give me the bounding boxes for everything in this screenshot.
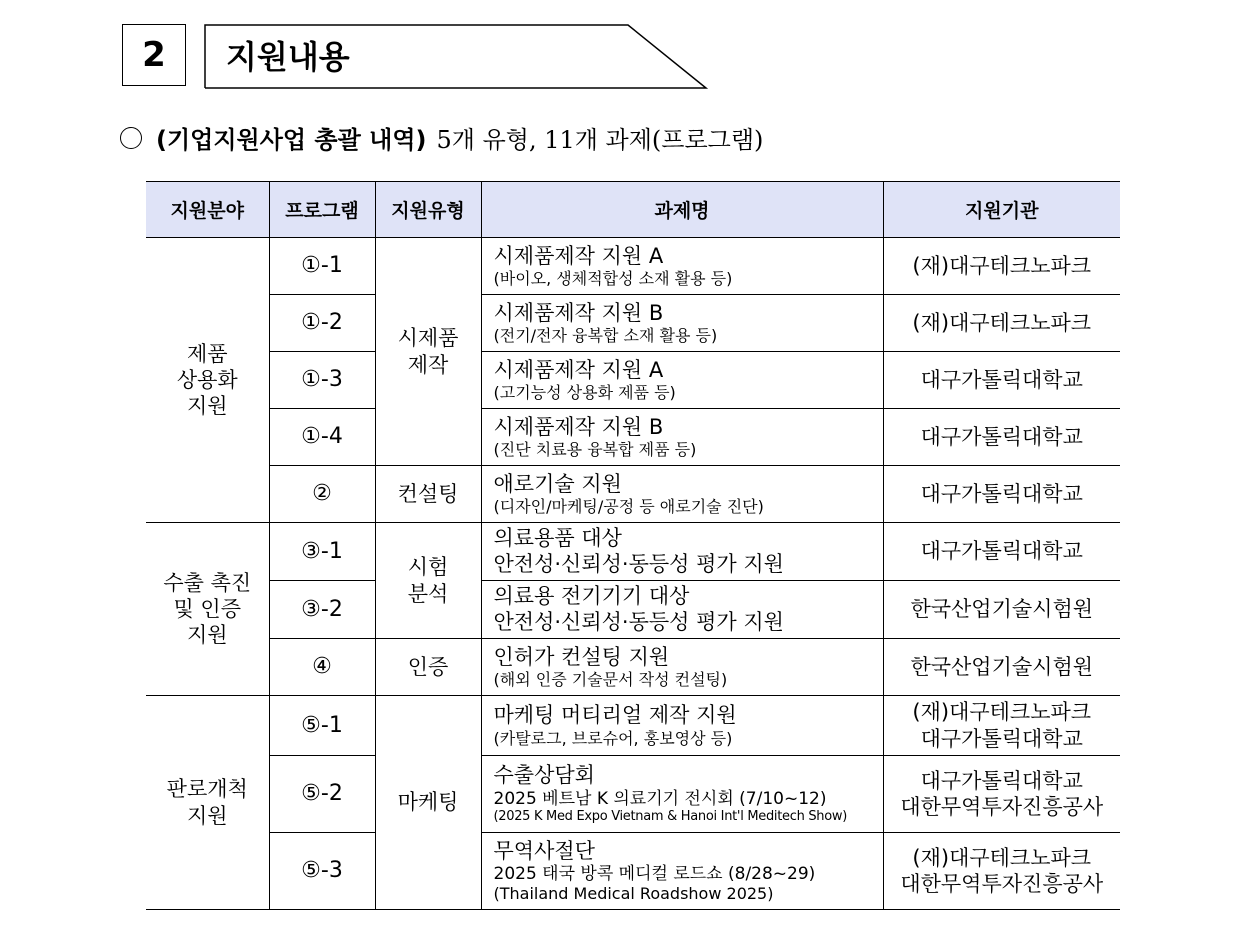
agency-line: 대구가톨릭대학교 xyxy=(920,481,1083,506)
type-line: 인증 xyxy=(407,654,449,679)
field-cell xyxy=(146,696,269,910)
task-sub: (전기/전자 융복합 소재 활용 등) xyxy=(493,326,718,345)
program-cell: ③-1 xyxy=(269,523,375,581)
agency-line: (재)대구테크노파크 xyxy=(912,253,1092,278)
field-line: 지원 xyxy=(186,394,228,419)
task-title: 애로기술 지원 xyxy=(493,471,622,496)
program-cell: ⑤-3 xyxy=(269,833,375,910)
summary-line xyxy=(120,120,763,155)
task-cell xyxy=(481,696,883,756)
summary-heading: (기업지원사업 총괄 내역) xyxy=(156,126,427,154)
header-type: 지원유형 xyxy=(375,182,481,238)
table-row xyxy=(146,238,1120,295)
task-sub: (2025 K Med Expo Vietnam & Hanoi Int'l Meditech Show) xyxy=(493,808,847,824)
task-sub: (바이오, 생체적합성 소재 활용 등) xyxy=(493,269,733,288)
task-cell xyxy=(481,581,883,639)
field-cell xyxy=(146,238,269,523)
field-cell xyxy=(146,523,269,696)
table-header-row xyxy=(146,182,1120,238)
task-title: 수출상담회 xyxy=(493,763,595,788)
program-cell: ①-3 xyxy=(269,352,375,409)
type-line: 컨설팅 xyxy=(397,481,459,506)
task-title: 의료용품 대상 xyxy=(493,526,622,551)
task-title: 인허가 컨설팅 지원 xyxy=(493,644,670,669)
task-cell xyxy=(481,295,883,352)
type-line: 시험 xyxy=(407,555,449,580)
type-line: 시제품 xyxy=(397,326,459,351)
agency-line: 대구가톨릭대학교 xyxy=(920,539,1083,564)
agency-cell xyxy=(883,523,1120,581)
agency-cell xyxy=(883,581,1120,639)
task-cell xyxy=(481,523,883,581)
support-table xyxy=(146,181,1120,910)
type-cell xyxy=(375,523,481,639)
program-cell: ①-2 xyxy=(269,295,375,352)
agency-line: 한국산업기술시험원 xyxy=(910,654,1094,679)
agency-cell xyxy=(883,409,1120,466)
field-line: 제품 xyxy=(186,341,228,366)
agency-cell xyxy=(883,833,1120,910)
agency-line: 대한무역투자진흥공사 xyxy=(900,795,1104,819)
task-event: 2025 베트남 K 의료기기 전시회 (7/10~12) xyxy=(493,788,827,809)
header-task: 과제명 xyxy=(481,182,883,238)
task-cell xyxy=(481,238,883,295)
table-row xyxy=(146,833,1120,910)
agency-line: 대구가톨릭대학교 xyxy=(920,367,1083,392)
agency-line: (재)대구테크노파크 xyxy=(912,310,1092,335)
agency-line: 대구가톨릭대학교 xyxy=(920,424,1083,449)
task-sub: (해외 인증 기술문서 작성 컨설팅) xyxy=(493,670,728,689)
task-cell xyxy=(481,833,883,910)
task-title: 시제품제작 지원 B xyxy=(493,300,664,325)
agency-line: 한국산업기술시험원 xyxy=(910,597,1094,622)
agency-cell xyxy=(883,756,1120,833)
header-field: 지원분야 xyxy=(146,182,269,238)
task-cell xyxy=(481,352,883,409)
task-sub: (Thailand Medical Roadshow 2025) xyxy=(493,884,774,904)
task-title: 마케팅 머티리얼 제작 지원 xyxy=(493,703,737,728)
program-cell: ④ xyxy=(269,639,375,696)
agency-line: 대구가톨릭대학교 xyxy=(920,768,1083,793)
task-title: 시제품제작 지원 B xyxy=(493,414,664,439)
table-row xyxy=(146,523,1120,581)
table-row xyxy=(146,696,1120,756)
field-line: 지원 xyxy=(186,803,228,828)
task-sub: (카탈로그, 브로슈어, 홍보영상 등) xyxy=(493,728,733,748)
type-line: 분석 xyxy=(407,581,449,606)
task-event: 2025 태국 방콕 메디컬 로드쇼 (8/28~29) xyxy=(493,863,816,884)
task-sub: (고기능성 상용화 제품 등) xyxy=(493,383,676,402)
field-line: 및 인증 xyxy=(173,596,242,621)
type-cell xyxy=(375,466,481,523)
table-row xyxy=(146,409,1120,466)
agency-cell xyxy=(883,466,1120,523)
program-cell: ①-1 xyxy=(269,238,375,295)
program-cell: ⑤-2 xyxy=(269,756,375,833)
task-cell xyxy=(481,756,883,833)
section-number: 2 xyxy=(122,24,186,86)
program-cell: ② xyxy=(269,466,375,523)
task-title: 시제품제작 지원 A xyxy=(493,357,664,382)
task-cell xyxy=(481,639,883,696)
task-cell xyxy=(481,409,883,466)
agency-line: (재)대구테크노파크 xyxy=(912,845,1092,870)
agency-cell xyxy=(883,696,1120,756)
type-line: 제작 xyxy=(407,352,449,377)
field-line: 상용화 xyxy=(176,367,238,392)
agency-cell xyxy=(883,238,1120,295)
agency-cell xyxy=(883,352,1120,409)
agency-line: 대구가톨릭대학교 xyxy=(920,726,1083,751)
type-cell xyxy=(375,639,481,696)
task-title-2: 안전성·신뢰성·동등성 평가 지원 xyxy=(493,609,784,634)
table-row xyxy=(146,295,1120,352)
task-sub: (진단 치료용 융복합 제품 등) xyxy=(493,440,697,459)
circle-bullet-icon xyxy=(120,127,142,149)
field-line: 수출 촉진 xyxy=(163,570,252,595)
task-title: 의료용 전기기기 대상 xyxy=(493,584,690,609)
table-row xyxy=(146,466,1120,523)
type-cell xyxy=(375,238,481,466)
summary-text: 5개 유형, 11개 과제(프로그램) xyxy=(436,126,764,154)
task-title-2: 안전성·신뢰성·동등성 평가 지원 xyxy=(493,551,784,576)
table-row xyxy=(146,756,1120,833)
program-cell: ③-2 xyxy=(269,581,375,639)
program-cell: ⑤-1 xyxy=(269,696,375,756)
task-title: 무역사절단 xyxy=(493,838,595,863)
section-title: 지원내용 xyxy=(226,38,350,76)
agency-line: (재)대구테크노파크 xyxy=(912,700,1092,725)
header-agency: 지원기관 xyxy=(883,182,1120,238)
agency-cell xyxy=(883,295,1120,352)
type-line: 마케팅 xyxy=(397,790,459,815)
field-line: 판로개척 xyxy=(166,777,248,802)
table-row xyxy=(146,581,1120,639)
task-title: 시제품제작 지원 A xyxy=(493,243,664,268)
table-row xyxy=(146,352,1120,409)
type-cell xyxy=(375,696,481,910)
header-program: 프로그램 xyxy=(269,182,375,238)
agency-line: 대한무역투자진흥공사 xyxy=(900,872,1104,896)
field-line: 지원 xyxy=(186,623,228,648)
task-cell xyxy=(481,466,883,523)
table-row xyxy=(146,639,1120,696)
agency-cell xyxy=(883,639,1120,696)
task-sub: (디자인/마케팅/공정 등 애로기술 진단) xyxy=(493,497,764,516)
program-cell: ①-4 xyxy=(269,409,375,466)
